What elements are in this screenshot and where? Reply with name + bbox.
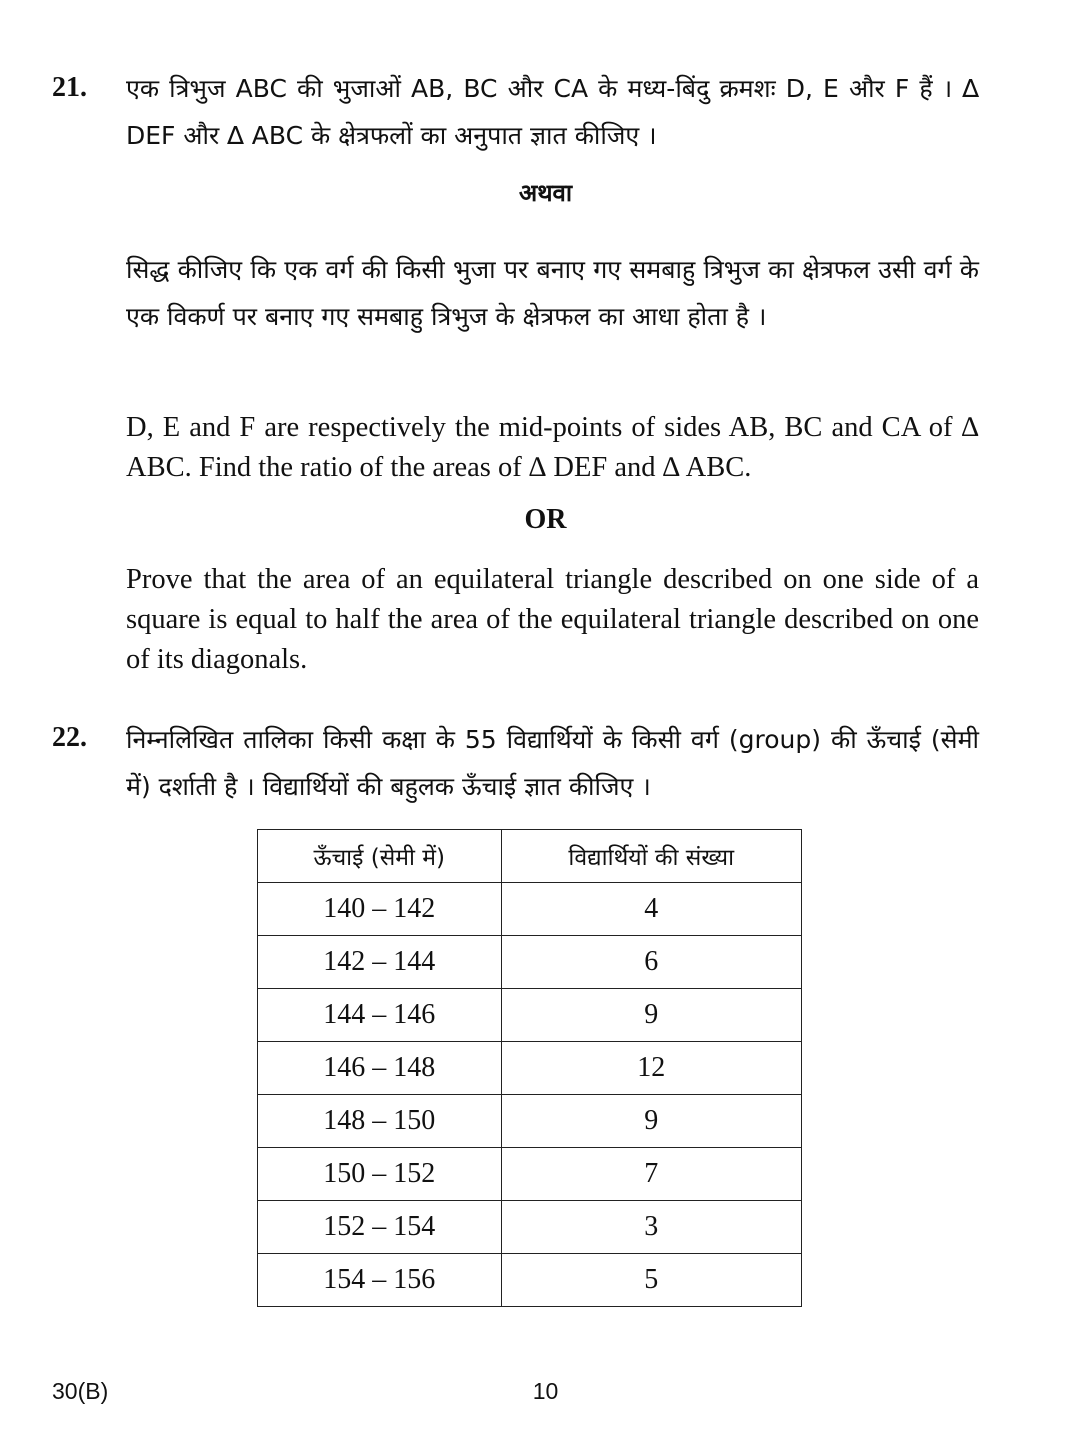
frequency-cell: 9 xyxy=(501,989,801,1042)
table-row xyxy=(258,1254,802,1307)
height-frequency-table xyxy=(257,829,802,1307)
frequency-cell: 9 xyxy=(501,1095,801,1148)
table-row xyxy=(258,1095,802,1148)
height-class-cell: 152 – 154 xyxy=(258,1201,502,1254)
frequency-cell: 4 xyxy=(501,883,801,936)
table-row xyxy=(258,1148,802,1201)
page-number: 10 xyxy=(532,1378,559,1404)
height-class-cell: 140 – 142 xyxy=(258,883,502,936)
question-21-hindi-text: एक त्रिभुज ABC की भुजाओं AB, BC और CA के मध्य-बिंदु क्रमशः D, E और F हैं । ∆ DEF और ∆ ABC के क्षेत्रफलों का अनुपात ज्ञात कीजिए । xyxy=(126,74,979,150)
paper-code: 30(B) xyxy=(52,1378,109,1404)
question-22-hindi-text: निम्नलिखित तालिका किसी कक्षा के 55 विद्यार्थियों के किसी वर्ग (group) की ऊँचाई (सेमी में) दर्शाती है । विद्यार्थियों की बहुलक ऊँचाई ज्ञात कीजिए । xyxy=(126,725,979,801)
frequency-cell: 3 xyxy=(501,1201,801,1254)
question-21-english-alternative: Prove that the area of an equilateral triangle described on one side of a square is equal to half the area of the equilateral triangle described on one of its diagonals. xyxy=(126,564,979,675)
height-class-cell: 144 – 146 xyxy=(258,989,502,1042)
frequency-cell: 12 xyxy=(501,1042,801,1095)
frequency-cell: 5 xyxy=(501,1254,801,1307)
height-class-cell: 146 – 148 xyxy=(258,1042,502,1095)
height-class-cell: 150 – 152 xyxy=(258,1148,502,1201)
column-header-student-count: विद्यार्थियों की संख्या xyxy=(501,830,801,883)
table-row xyxy=(258,883,802,936)
height-class-cell: 142 – 144 xyxy=(258,936,502,989)
or-separator-hindi: अथवा xyxy=(518,179,573,207)
table-row xyxy=(258,936,802,989)
question-21-hindi-alternative: सिद्ध कीजिए कि एक वर्ग की किसी भुजा पर बनाए गए समबाहु त्रिभुज का क्षेत्रफल उसी वर्ग के एक विकर्ण पर बनाए गए समबाहु त्रिभुज के क्षेत्रफल का आधा होता है । xyxy=(126,255,979,331)
height-class-cell: 154 – 156 xyxy=(258,1254,502,1307)
table-row xyxy=(258,1042,802,1095)
frequency-cell: 6 xyxy=(501,936,801,989)
or-separator-english: OR xyxy=(524,504,567,535)
table-row xyxy=(258,989,802,1042)
question-21-english-text: D, E and F are respectively the mid-points of sides AB, BC and CA of ∆ ABC. Find the ratio of the areas of ∆ DEF and ∆ ABC. xyxy=(126,412,979,483)
table-row xyxy=(258,1201,802,1254)
height-class-cell: 148 – 150 xyxy=(258,1095,502,1148)
column-header-height: ऊँचाई (सेमी में) xyxy=(258,830,502,883)
table-header-row xyxy=(258,830,802,883)
question-21-number: 21. xyxy=(52,72,87,103)
frequency-cell: 7 xyxy=(501,1148,801,1201)
question-22-number: 22. xyxy=(52,722,87,753)
